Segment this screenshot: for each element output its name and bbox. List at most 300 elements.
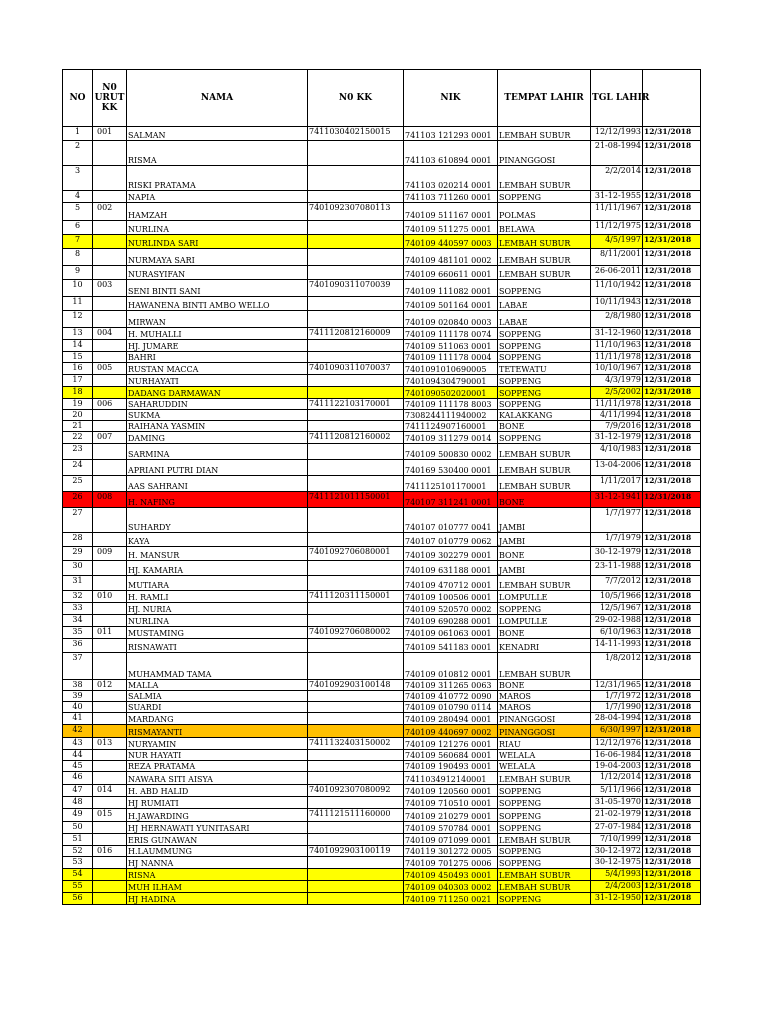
row-tgl-lahir: 11/10/1963 — [591, 340, 643, 352]
row-no: 10 — [63, 280, 93, 297]
row-tempat-lahir: RIAU — [498, 738, 591, 750]
table-row — [63, 444, 701, 460]
row-no-kk — [308, 166, 404, 191]
table-row — [63, 653, 701, 680]
row-nik: 741103 610894 0001 — [404, 141, 498, 166]
row-nik: 740169 530400 0001 — [404, 460, 498, 476]
row-nama: DAMING — [127, 432, 308, 444]
header-row — [63, 70, 701, 127]
row-urut-kk — [93, 297, 127, 311]
table-row — [63, 822, 701, 834]
row-tempat-lahir: BONE — [498, 547, 591, 561]
row-tgl-2: 12/31/2018 — [643, 680, 701, 691]
row-nama: RISKI PRATAMA — [127, 166, 308, 191]
row-urut-kk — [93, 834, 127, 846]
table-row — [63, 375, 701, 387]
row-nama: H. RAMLI — [127, 591, 308, 603]
row-no-kk — [308, 653, 404, 680]
row-tgl-2: 12/31/2018 — [643, 639, 701, 653]
row-no: 32 — [63, 591, 93, 603]
row-tgl-2: 12/31/2018 — [643, 533, 701, 547]
table-row — [63, 869, 701, 881]
table-row — [63, 785, 701, 797]
row-no: 48 — [63, 797, 93, 809]
row-no: 46 — [63, 772, 93, 785]
row-tgl-lahir: 8/11/2001 — [591, 249, 643, 266]
table-row — [63, 750, 701, 761]
row-no: 43 — [63, 738, 93, 750]
row-tgl-2: 12/31/2018 — [643, 191, 701, 203]
table-row — [63, 311, 701, 328]
row-tempat-lahir: SOPPENG — [498, 399, 591, 410]
row-no: 19 — [63, 399, 93, 410]
row-nama: SALMIA — [127, 691, 308, 702]
row-tgl-2: 12/31/2018 — [643, 738, 701, 750]
row-nama: H.LAUMMUNG — [127, 846, 308, 857]
row-nik: 740109 190493 0001 — [404, 761, 498, 772]
row-no: 42 — [63, 725, 93, 738]
row-tgl-lahir: 11/11/1978 — [591, 352, 643, 363]
row-tgl-lahir: 1/11/2017 — [591, 476, 643, 492]
row-nik: 740109 470712 0001 — [404, 576, 498, 591]
row-tgl-2: 12/31/2018 — [643, 627, 701, 639]
row-tempat-lahir: SOPPENG — [498, 432, 591, 444]
row-nama: SAHARUDDIN — [127, 399, 308, 410]
row-tgl-2: 12/31/2018 — [643, 846, 701, 857]
row-nama: H. MUHALLI — [127, 328, 308, 340]
row-no: 17 — [63, 375, 93, 387]
row-urut-kk — [93, 615, 127, 627]
row-tgl-2: 12/31/2018 — [643, 761, 701, 772]
row-no-kk — [308, 476, 404, 492]
row-urut-kk: 001 — [93, 127, 127, 141]
row-nik: 740109 511275 0001 — [404, 221, 498, 235]
table-row — [63, 191, 701, 203]
header-no-kk: N0 KK — [308, 70, 404, 127]
row-tgl-lahir: 31-05-1970 — [591, 797, 643, 809]
row-urut-kk — [93, 822, 127, 834]
table-row — [63, 772, 701, 785]
row-nama: H. NAFING — [127, 492, 308, 508]
row-no: 47 — [63, 785, 93, 797]
row-nik: 740109 071099 0001 — [404, 834, 498, 846]
row-tgl-2: 12/31/2018 — [643, 410, 701, 421]
row-tempat-lahir: BONE — [498, 492, 591, 508]
table-row — [63, 797, 701, 809]
header-no: NO — [63, 70, 93, 127]
row-tempat-lahir: JAMBI — [498, 533, 591, 547]
row-urut-kk — [93, 576, 127, 591]
row-no-kk — [308, 266, 404, 280]
row-tgl-lahir: 26-06-2011 — [591, 266, 643, 280]
row-urut-kk — [93, 797, 127, 809]
row-urut-kk: 012 — [93, 680, 127, 691]
table-row — [63, 127, 701, 141]
row-tgl-lahir: 21-08-1994 — [591, 141, 643, 166]
row-no-kk — [308, 822, 404, 834]
row-urut-kk — [93, 460, 127, 476]
table-row — [63, 460, 701, 476]
row-tempat-lahir: LEMBAH SUBUR — [498, 476, 591, 492]
row-tgl-lahir: 23-11-1988 — [591, 561, 643, 576]
row-tempat-lahir: SOPPENG — [498, 387, 591, 399]
table-row — [63, 591, 701, 603]
row-urut-kk — [93, 869, 127, 881]
row-tgl-2: 12/31/2018 — [643, 235, 701, 249]
row-no-kk — [308, 375, 404, 387]
row-tgl-2: 12/31/2018 — [643, 340, 701, 352]
row-tgl-lahir: 30-12-1975 — [591, 857, 643, 869]
row-tgl-lahir: 11/11/1978 — [591, 399, 643, 410]
row-no: 6 — [63, 221, 93, 235]
row-nama: RISMA — [127, 141, 308, 166]
row-tempat-lahir: SOPPENG — [498, 352, 591, 363]
row-tgl-lahir: 2/2/2014 — [591, 166, 643, 191]
row-nik: 740109 311265 0063 — [404, 680, 498, 691]
row-urut-kk — [93, 772, 127, 785]
row-tgl-lahir: 13-04-2006 — [591, 460, 643, 476]
row-tempat-lahir: LEMBAH SUBUR — [498, 772, 591, 785]
row-nik: 741103 121293 0001 — [404, 127, 498, 141]
row-nik: 740109 210279 0001 — [404, 809, 498, 822]
table-row — [63, 893, 701, 905]
row-nik: 7308244111940002 — [404, 410, 498, 421]
row-no: 41 — [63, 713, 93, 725]
row-tgl-2: 12/31/2018 — [643, 725, 701, 738]
row-nama: RISNA — [127, 869, 308, 881]
table-row — [63, 410, 701, 421]
row-nik: 740109 100506 0001 — [404, 591, 498, 603]
row-tgl-2: 12/31/2018 — [643, 508, 701, 533]
table-row — [63, 702, 701, 713]
row-nik: 7401090502020001 — [404, 387, 498, 399]
row-no-kk — [308, 691, 404, 702]
row-nik: 740109 711250 0021 — [404, 893, 498, 905]
row-no-kk: 7411120812160002 — [308, 432, 404, 444]
row-no-kk — [308, 235, 404, 249]
row-tempat-lahir: LEMBAH SUBUR — [498, 266, 591, 280]
row-urut-kk — [93, 561, 127, 576]
row-tgl-lahir: 19-04-2003 — [591, 761, 643, 772]
row-tempat-lahir: SOPPENG — [498, 191, 591, 203]
row-nama: SALMAN — [127, 127, 308, 141]
row-tgl-2: 12/31/2018 — [643, 702, 701, 713]
row-nik: 740109 440697 0002 — [404, 725, 498, 738]
row-nama: SUKMA — [127, 410, 308, 421]
table-row — [63, 615, 701, 627]
row-nama: SENI BINTI SANI — [127, 280, 308, 297]
row-nik: 740107 010777 0041 — [404, 508, 498, 533]
row-tempat-lahir: SOPPENG — [498, 785, 591, 797]
table-row — [63, 387, 701, 399]
row-no-kk: 7411120311150001 — [308, 591, 404, 603]
row-tgl-2: 12/31/2018 — [643, 399, 701, 410]
row-nama: HJ. NURIA — [127, 603, 308, 615]
row-urut-kk — [93, 235, 127, 249]
row-tgl-2: 12/31/2018 — [643, 421, 701, 432]
row-urut-kk — [93, 221, 127, 235]
row-nik: 740109 280494 0001 — [404, 713, 498, 725]
table-row — [63, 725, 701, 738]
row-no-kk — [308, 615, 404, 627]
row-nik: 740109 631188 0001 — [404, 561, 498, 576]
row-nama: H. MANSUR — [127, 547, 308, 561]
row-no-kk — [308, 725, 404, 738]
table-row — [63, 809, 701, 822]
row-no-kk — [308, 797, 404, 809]
row-nik: 740107 311241 0001 — [404, 492, 498, 508]
row-urut-kk: 009 — [93, 547, 127, 561]
row-tempat-lahir: LEMBAH SUBUR — [498, 881, 591, 893]
row-urut-kk: 007 — [93, 432, 127, 444]
row-tgl-lahir: 11/12/1975 — [591, 221, 643, 235]
row-tempat-lahir: LOMPULLE — [498, 615, 591, 627]
row-tempat-lahir: SOPPENG — [498, 328, 591, 340]
row-tgl-2: 12/31/2018 — [643, 352, 701, 363]
table-row — [63, 280, 701, 297]
row-tgl-2: 12/31/2018 — [643, 750, 701, 761]
row-no: 50 — [63, 822, 93, 834]
row-nik: 740109 701275 0006 — [404, 857, 498, 869]
row-tgl-2: 12/31/2018 — [643, 772, 701, 785]
row-no-kk — [308, 702, 404, 713]
row-urut-kk — [93, 761, 127, 772]
row-no: 30 — [63, 561, 93, 576]
row-urut-kk: 002 — [93, 203, 127, 221]
row-urut-kk — [93, 352, 127, 363]
row-urut-kk — [93, 639, 127, 653]
row-no: 38 — [63, 680, 93, 691]
row-tgl-2: 12/31/2018 — [643, 492, 701, 508]
row-tgl-2: 12/31/2018 — [643, 363, 701, 375]
row-nik: 740109 040303 0002 — [404, 881, 498, 893]
row-urut-kk — [93, 191, 127, 203]
row-tgl-lahir: 29-02-1988 — [591, 615, 643, 627]
row-nik: 7401094304790001 — [404, 375, 498, 387]
row-tempat-lahir: SOPPENG — [498, 797, 591, 809]
row-no: 52 — [63, 846, 93, 857]
row-no: 51 — [63, 834, 93, 846]
row-nik: 740109 311279 0014 — [404, 432, 498, 444]
row-no: 49 — [63, 809, 93, 822]
row-tgl-2: 12/31/2018 — [643, 797, 701, 809]
row-tgl-lahir: 1/7/1977 — [591, 508, 643, 533]
row-urut-kk: 013 — [93, 738, 127, 750]
row-tgl-lahir: 31-12-1950 — [591, 893, 643, 905]
table-row — [63, 221, 701, 235]
row-nama: H. ABD HALID — [127, 785, 308, 797]
row-no-kk — [308, 639, 404, 653]
table-row — [63, 492, 701, 508]
row-no-kk — [308, 869, 404, 881]
row-urut-kk: 003 — [93, 280, 127, 297]
row-no-kk — [308, 249, 404, 266]
row-nama: MIRWAN — [127, 311, 308, 328]
row-urut-kk — [93, 893, 127, 905]
row-no: 22 — [63, 432, 93, 444]
row-tgl-2: 12/31/2018 — [643, 141, 701, 166]
row-urut-kk: 010 — [93, 591, 127, 603]
row-no-kk — [308, 141, 404, 166]
row-tgl-2: 12/31/2018 — [643, 869, 701, 881]
row-no: 1 — [63, 127, 93, 141]
row-no-kk — [308, 444, 404, 460]
table-row — [63, 432, 701, 444]
row-tempat-lahir: JAMBI — [498, 508, 591, 533]
row-nama: SARMINA — [127, 444, 308, 460]
row-urut-kk — [93, 476, 127, 492]
row-tgl-lahir: 1/7/1990 — [591, 702, 643, 713]
row-no-kk — [308, 713, 404, 725]
row-tgl-2: 12/31/2018 — [643, 476, 701, 492]
row-no-kk — [308, 340, 404, 352]
row-no: 56 — [63, 893, 93, 905]
header-nama: NAMA — [127, 70, 308, 127]
row-no-kk — [308, 421, 404, 432]
row-nik: 740109 570784 0001 — [404, 822, 498, 834]
row-urut-kk — [93, 725, 127, 738]
row-nama: MUH ILHAM — [127, 881, 308, 893]
row-tempat-lahir: LEMBAH SUBUR — [498, 834, 591, 846]
row-nama: REZA PRATAMA — [127, 761, 308, 772]
row-nik: 7411034912140001 — [404, 772, 498, 785]
row-nama: APRIANI PUTRI DIAN — [127, 460, 308, 476]
row-tgl-2: 12/31/2018 — [643, 311, 701, 328]
row-no: 45 — [63, 761, 93, 772]
row-nik: 740109 111082 0001 — [404, 280, 498, 297]
row-urut-kk — [93, 410, 127, 421]
row-tgl-lahir: 27-07-1984 — [591, 822, 643, 834]
row-no: 5 — [63, 203, 93, 221]
row-nik: 740109 690288 0001 — [404, 615, 498, 627]
row-nama: KAYA — [127, 533, 308, 547]
row-tempat-lahir: BONE — [498, 421, 591, 432]
table-row — [63, 533, 701, 547]
row-nama: RISMAYANTI — [127, 725, 308, 738]
row-nama: HJ HADINA — [127, 893, 308, 905]
row-no-kk — [308, 761, 404, 772]
row-no: 11 — [63, 297, 93, 311]
row-nama: RISNAWATI — [127, 639, 308, 653]
row-no: 33 — [63, 603, 93, 615]
row-urut-kk — [93, 702, 127, 713]
table-row — [63, 328, 701, 340]
row-no-kk — [308, 750, 404, 761]
population-table — [62, 69, 701, 905]
row-tgl-lahir: 11/11/1967 — [591, 203, 643, 221]
row-tempat-lahir: MAROS — [498, 702, 591, 713]
row-nik: 740109 501164 0001 — [404, 297, 498, 311]
row-no-kk: 7411030402150015 — [308, 127, 404, 141]
row-nama: SUARDI — [127, 702, 308, 713]
row-nama: HAWANENA BINTI AMBO WELLO — [127, 297, 308, 311]
row-nama: MUSTAMING — [127, 627, 308, 639]
row-tgl-lahir: 2/4/2003 — [591, 881, 643, 893]
table-row — [63, 713, 701, 725]
row-tgl-2: 12/31/2018 — [643, 547, 701, 561]
row-nik: 741103 711260 0001 — [404, 191, 498, 203]
row-no-kk — [308, 881, 404, 893]
row-no-kk — [308, 508, 404, 533]
row-tempat-lahir: TETEWATU — [498, 363, 591, 375]
row-no-kk: 7411132403150002 — [308, 738, 404, 750]
row-no-kk: 7401092706080001 — [308, 547, 404, 561]
row-tempat-lahir: LEMBAH SUBUR — [498, 576, 591, 591]
row-tempat-lahir: SOPPENG — [498, 280, 591, 297]
row-tgl-2: 12/31/2018 — [643, 822, 701, 834]
row-tgl-lahir: 5/11/1966 — [591, 785, 643, 797]
row-nama: RAIHANA YASMIN — [127, 421, 308, 432]
row-tempat-lahir: KENADRI — [498, 639, 591, 653]
table-row — [63, 846, 701, 857]
row-no: 14 — [63, 340, 93, 352]
row-urut-kk — [93, 750, 127, 761]
row-no-kk: 7401092307080092 — [308, 785, 404, 797]
row-tgl-2: 12/31/2018 — [643, 203, 701, 221]
row-nik: 740109 450493 0001 — [404, 869, 498, 881]
row-nik: 740109 111178 0074 — [404, 328, 498, 340]
row-tgl-lahir: 1/12/2014 — [591, 772, 643, 785]
table-row — [63, 421, 701, 432]
row-nik: 740107 010779 0062 — [404, 533, 498, 547]
row-tgl-2: 12/31/2018 — [643, 249, 701, 266]
row-no: 4 — [63, 191, 93, 203]
row-no-kk — [308, 387, 404, 399]
row-no: 31 — [63, 576, 93, 591]
row-tgl-2: 12/31/2018 — [643, 576, 701, 591]
row-urut-kk: 008 — [93, 492, 127, 508]
row-tempat-lahir: KALAKKANG — [498, 410, 591, 421]
row-tgl-2: 12/31/2018 — [643, 591, 701, 603]
table-row — [63, 399, 701, 410]
row-nik: 740109 010812 0001 — [404, 653, 498, 680]
row-tgl-2: 12/31/2018 — [643, 387, 701, 399]
row-tgl-lahir: 28-04-1994 — [591, 713, 643, 725]
table-row — [63, 297, 701, 311]
row-tgl-2: 12/31/2018 — [643, 691, 701, 702]
row-nik: 7401091010690005 — [404, 363, 498, 375]
row-tgl-2: 12/31/2018 — [643, 328, 701, 340]
table-row — [63, 235, 701, 249]
row-nik: 741103 020214 0001 — [404, 166, 498, 191]
row-urut-kk — [93, 653, 127, 680]
row-no: 54 — [63, 869, 93, 881]
row-tempat-lahir: SOPPENG — [498, 603, 591, 615]
row-no-kk: 7411120812160009 — [308, 328, 404, 340]
row-tgl-lahir: 1/7/1972 — [591, 691, 643, 702]
row-tgl-lahir: 4/5/1997 — [591, 235, 643, 249]
row-tgl-2: 12/31/2018 — [643, 834, 701, 846]
row-tempat-lahir: BELAWA — [498, 221, 591, 235]
row-nama: NURLINDA SARI — [127, 235, 308, 249]
table-row — [63, 203, 701, 221]
row-urut-kk — [93, 533, 127, 547]
row-no: 26 — [63, 492, 93, 508]
row-nik: 740109 511167 0001 — [404, 203, 498, 221]
row-tgl-lahir: 21-02-1979 — [591, 809, 643, 822]
row-tempat-lahir: LOMPULLE — [498, 591, 591, 603]
row-tgl-2: 12/31/2018 — [643, 280, 701, 297]
row-nama: HAMZAH — [127, 203, 308, 221]
row-no-kk: 7411122103170001 — [308, 399, 404, 410]
row-no: 9 — [63, 266, 93, 280]
row-tgl-lahir: 4/10/1983 — [591, 444, 643, 460]
table-row — [63, 881, 701, 893]
row-tgl-2: 12/31/2018 — [643, 444, 701, 460]
row-urut-kk — [93, 713, 127, 725]
row-tempat-lahir: WELALA — [498, 761, 591, 772]
row-tgl-2: 12/31/2018 — [643, 713, 701, 725]
